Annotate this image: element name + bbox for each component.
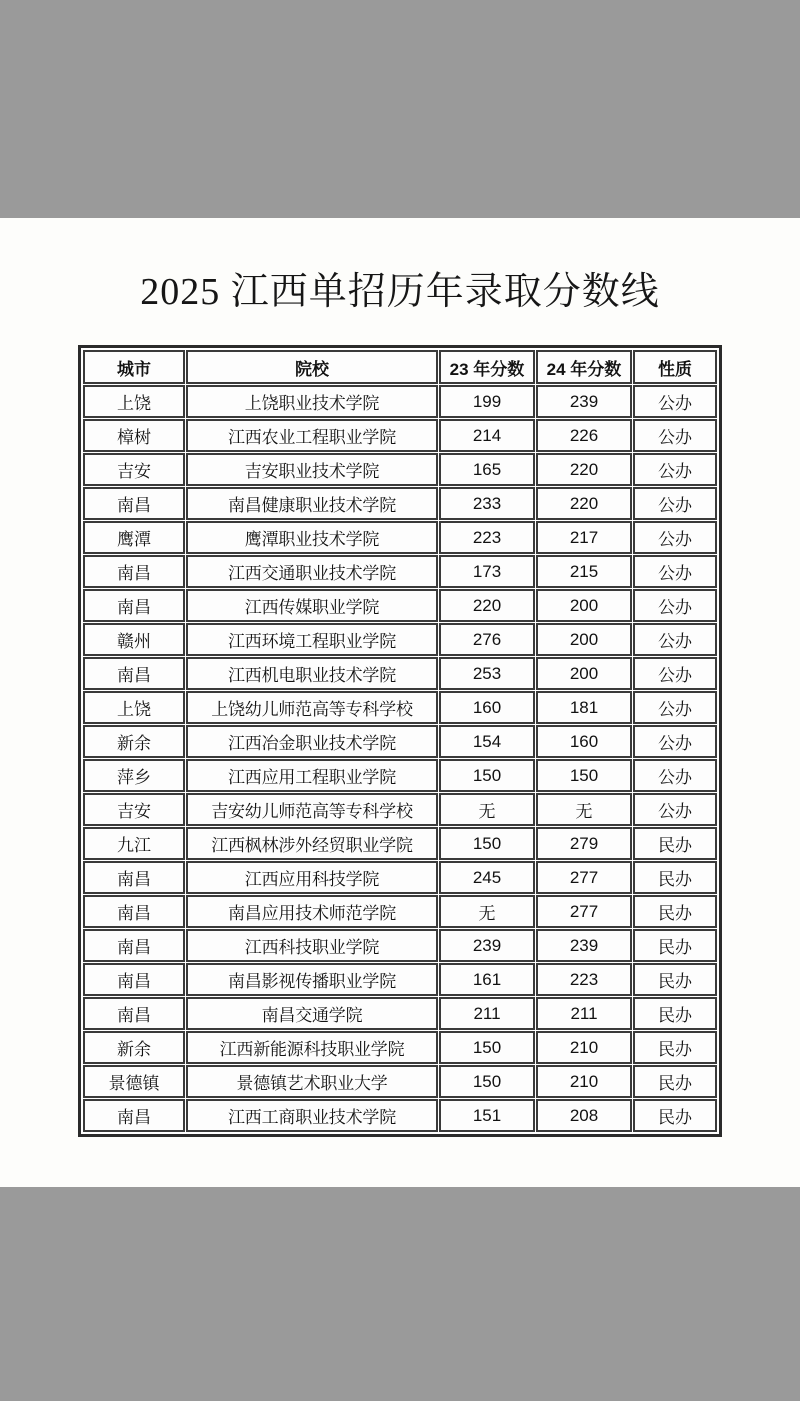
cell-score-2024: 200 bbox=[536, 623, 632, 656]
cell-school-type: 公办 bbox=[633, 691, 717, 724]
cell-school-name: 南昌影视传播职业学院 bbox=[186, 963, 438, 996]
cell-city: 赣州 bbox=[83, 623, 185, 656]
cell-school-type: 民办 bbox=[633, 827, 717, 860]
cell-score-2024: 226 bbox=[536, 419, 632, 452]
cell-score-2024: 210 bbox=[536, 1031, 632, 1064]
cell-school-type: 公办 bbox=[633, 385, 717, 418]
column-header-type: 性质 bbox=[633, 350, 717, 384]
cell-school-type: 民办 bbox=[633, 1065, 717, 1098]
cell-school-name: 江西交通职业技术学院 bbox=[186, 555, 438, 588]
cell-score-2023: 253 bbox=[439, 657, 535, 690]
cell-score-2023: 165 bbox=[439, 453, 535, 486]
cell-school-name: 南昌应用技术师范学院 bbox=[186, 895, 438, 928]
cell-school-type: 公办 bbox=[633, 793, 717, 826]
cell-school-type: 公办 bbox=[633, 759, 717, 792]
cell-score-2024: 208 bbox=[536, 1099, 632, 1132]
cell-score-2024: 210 bbox=[536, 1065, 632, 1098]
column-header-score-2024: 24 年分数 bbox=[536, 350, 632, 384]
cell-score-2024: 215 bbox=[536, 555, 632, 588]
cell-school-type: 公办 bbox=[633, 521, 717, 554]
cell-school-type: 公办 bbox=[633, 555, 717, 588]
cell-school-name: 吉安职业技术学院 bbox=[186, 453, 438, 486]
table-row bbox=[83, 1031, 717, 1064]
cell-city: 萍乡 bbox=[83, 759, 185, 792]
table-row bbox=[83, 997, 717, 1030]
cell-school-type: 民办 bbox=[633, 1031, 717, 1064]
cell-score-2024: 279 bbox=[536, 827, 632, 860]
top-gray-band bbox=[0, 0, 800, 218]
table-row bbox=[83, 487, 717, 520]
cell-city: 南昌 bbox=[83, 861, 185, 894]
column-header-school: 院校 bbox=[186, 350, 438, 384]
cell-school-name: 江西应用工程职业学院 bbox=[186, 759, 438, 792]
cell-school-type: 公办 bbox=[633, 623, 717, 656]
cell-score-2023: 214 bbox=[439, 419, 535, 452]
cell-city: 吉安 bbox=[83, 453, 185, 486]
table-row bbox=[83, 759, 717, 792]
cell-city: 新余 bbox=[83, 1031, 185, 1064]
cell-score-2024: 200 bbox=[536, 657, 632, 690]
table-row bbox=[83, 589, 717, 622]
table-row bbox=[83, 793, 717, 826]
cell-school-type: 民办 bbox=[633, 895, 717, 928]
cell-score-2023: 无 bbox=[439, 793, 535, 826]
admission-score-table bbox=[82, 349, 718, 1133]
cell-score-2024: 239 bbox=[536, 929, 632, 962]
cell-score-2023: 173 bbox=[439, 555, 535, 588]
cell-score-2024: 277 bbox=[536, 861, 632, 894]
cell-school-type: 公办 bbox=[633, 453, 717, 486]
cell-city: 樟树 bbox=[83, 419, 185, 452]
table-row bbox=[83, 657, 717, 690]
table-row bbox=[83, 453, 717, 486]
cell-school-name: 鹰潭职业技术学院 bbox=[186, 521, 438, 554]
cell-city: 南昌 bbox=[83, 589, 185, 622]
column-header-score-2023: 23 年分数 bbox=[439, 350, 535, 384]
table-row bbox=[83, 895, 717, 928]
cell-score-2023: 276 bbox=[439, 623, 535, 656]
table-header bbox=[83, 350, 717, 384]
table-header-row bbox=[83, 350, 717, 384]
cell-city: 南昌 bbox=[83, 963, 185, 996]
cell-city: 上饶 bbox=[83, 691, 185, 724]
table-body bbox=[83, 385, 717, 1132]
cell-city: 南昌 bbox=[83, 657, 185, 690]
column-header-city: 城市 bbox=[83, 350, 185, 384]
table-row bbox=[83, 521, 717, 554]
table-row bbox=[83, 419, 717, 452]
cell-score-2023: 160 bbox=[439, 691, 535, 724]
cell-score-2023: 233 bbox=[439, 487, 535, 520]
document-sheet bbox=[0, 218, 800, 1187]
cell-school-name: 江西工商职业技术学院 bbox=[186, 1099, 438, 1132]
cell-school-name: 江西农业工程职业学院 bbox=[186, 419, 438, 452]
cell-score-2023: 150 bbox=[439, 827, 535, 860]
cell-score-2023: 150 bbox=[439, 1031, 535, 1064]
cell-city: 南昌 bbox=[83, 895, 185, 928]
cell-score-2024: 200 bbox=[536, 589, 632, 622]
cell-school-type: 公办 bbox=[633, 657, 717, 690]
cell-score-2023: 223 bbox=[439, 521, 535, 554]
table-row bbox=[83, 691, 717, 724]
bottom-gray-band bbox=[0, 1187, 800, 1401]
cell-score-2024: 239 bbox=[536, 385, 632, 418]
cell-school-name: 南昌交通学院 bbox=[186, 997, 438, 1030]
cell-school-name: 江西环境工程职业学院 bbox=[186, 623, 438, 656]
cell-score-2023: 154 bbox=[439, 725, 535, 758]
cell-school-name: 南昌健康职业技术学院 bbox=[186, 487, 438, 520]
cell-score-2024: 277 bbox=[536, 895, 632, 928]
cell-score-2024: 211 bbox=[536, 997, 632, 1030]
cell-score-2023: 245 bbox=[439, 861, 535, 894]
score-table-container bbox=[78, 345, 722, 1137]
cell-school-type: 民办 bbox=[633, 861, 717, 894]
cell-city: 南昌 bbox=[83, 929, 185, 962]
cell-score-2023: 无 bbox=[439, 895, 535, 928]
cell-school-name: 上饶职业技术学院 bbox=[186, 385, 438, 418]
table-row bbox=[83, 1065, 717, 1098]
cell-score-2024: 220 bbox=[536, 453, 632, 486]
cell-city: 吉安 bbox=[83, 793, 185, 826]
cell-school-type: 公办 bbox=[633, 487, 717, 520]
cell-score-2024: 217 bbox=[536, 521, 632, 554]
cell-city: 南昌 bbox=[83, 555, 185, 588]
cell-score-2023: 199 bbox=[439, 385, 535, 418]
cell-school-type: 公办 bbox=[633, 419, 717, 452]
cell-city: 鹰潭 bbox=[83, 521, 185, 554]
cell-city: 新余 bbox=[83, 725, 185, 758]
cell-city: 九江 bbox=[83, 827, 185, 860]
table-row bbox=[83, 861, 717, 894]
cell-score-2023: 161 bbox=[439, 963, 535, 996]
cell-school-name: 江西传媒职业学院 bbox=[186, 589, 438, 622]
cell-school-type: 民办 bbox=[633, 1099, 717, 1132]
cell-score-2023: 239 bbox=[439, 929, 535, 962]
cell-city: 南昌 bbox=[83, 1099, 185, 1132]
cell-school-type: 民办 bbox=[633, 997, 717, 1030]
table-row bbox=[83, 385, 717, 418]
cell-city: 南昌 bbox=[83, 997, 185, 1030]
cell-score-2023: 150 bbox=[439, 1065, 535, 1098]
cell-school-name: 江西机电职业技术学院 bbox=[186, 657, 438, 690]
cell-school-name: 江西应用科技学院 bbox=[186, 861, 438, 894]
cell-school-name: 景德镇艺术职业大学 bbox=[186, 1065, 438, 1098]
cell-score-2024: 无 bbox=[536, 793, 632, 826]
cell-school-type: 公办 bbox=[633, 589, 717, 622]
cell-school-type: 公办 bbox=[633, 725, 717, 758]
table-row bbox=[83, 929, 717, 962]
table-row bbox=[83, 963, 717, 996]
cell-school-type: 民办 bbox=[633, 963, 717, 996]
table-row bbox=[83, 827, 717, 860]
cell-score-2023: 150 bbox=[439, 759, 535, 792]
cell-school-name: 江西枫林涉外经贸职业学院 bbox=[186, 827, 438, 860]
cell-school-name: 江西冶金职业技术学院 bbox=[186, 725, 438, 758]
cell-city: 上饶 bbox=[83, 385, 185, 418]
cell-city: 南昌 bbox=[83, 487, 185, 520]
table-row bbox=[83, 555, 717, 588]
cell-school-name: 江西科技职业学院 bbox=[186, 929, 438, 962]
cell-score-2024: 223 bbox=[536, 963, 632, 996]
cell-score-2024: 181 bbox=[536, 691, 632, 724]
cell-score-2023: 151 bbox=[439, 1099, 535, 1132]
table-row bbox=[83, 623, 717, 656]
cell-school-name: 吉安幼儿师范高等专科学校 bbox=[186, 793, 438, 826]
cell-school-name: 江西新能源科技职业学院 bbox=[186, 1031, 438, 1064]
cell-school-type: 民办 bbox=[633, 929, 717, 962]
cell-score-2024: 220 bbox=[536, 487, 632, 520]
cell-score-2023: 211 bbox=[439, 997, 535, 1030]
table-row bbox=[83, 725, 717, 758]
cell-score-2023: 220 bbox=[439, 589, 535, 622]
table-row bbox=[83, 1099, 717, 1132]
cell-city: 景德镇 bbox=[83, 1065, 185, 1098]
cell-score-2024: 150 bbox=[536, 759, 632, 792]
cell-score-2024: 160 bbox=[536, 725, 632, 758]
cell-school-name: 上饶幼儿师范高等专科学校 bbox=[186, 691, 438, 724]
page-title: 2025 江西单招历年录取分数线 bbox=[140, 271, 660, 313]
